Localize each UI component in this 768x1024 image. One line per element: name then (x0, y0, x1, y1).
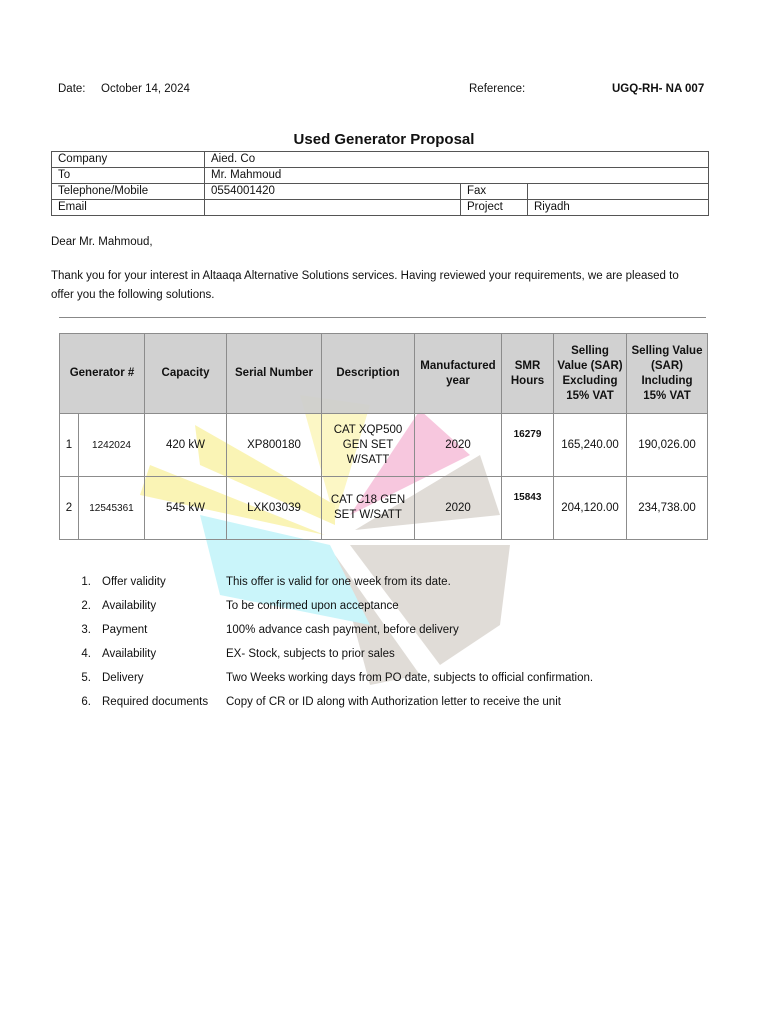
serial-number: LXK03039 (227, 477, 322, 540)
document-header (0, 83, 768, 99)
description: CAT XQP500 GEN SET W/SATT (322, 414, 415, 477)
term-text: Two Weeks working days from PO date, subjects to official confirmation. (226, 672, 594, 684)
price-excl-vat: 204,120.00 (554, 477, 627, 540)
term-text: EX- Stock, subjects to prior sales (226, 648, 395, 660)
row-number: 1 (60, 414, 79, 477)
fax-label: Fax (461, 184, 528, 200)
info-row-phone (52, 184, 709, 200)
table-row (60, 414, 708, 477)
price-incl-vat: 234,738.00 (627, 477, 708, 540)
to-value: Mr. Mahmoud (205, 168, 709, 184)
term-label: Delivery (102, 672, 144, 684)
phone-value: 0554001420 (205, 184, 461, 200)
generator-table (59, 333, 708, 540)
customer-info-table (51, 151, 709, 216)
col-header-smr: SMR Hours (502, 334, 554, 414)
col-header-capacity: Capacity (145, 334, 227, 414)
price-excl-vat: 165,240.00 (554, 414, 627, 477)
term-number: 1. (81, 576, 91, 588)
term-text: This offer is valid for one week from its date. (226, 576, 451, 588)
capacity: 420 kW (145, 414, 227, 477)
divider (59, 317, 706, 318)
company-label: Company (52, 152, 205, 168)
company-value: Aied. Co (205, 152, 709, 168)
term-text: 100% advance cash payment, before delivery (226, 624, 459, 636)
col-header-serial: Serial Number (227, 334, 322, 414)
term-text: To be confirmed upon acceptance (226, 600, 399, 612)
description: CAT C18 GEN SET W/SATT (322, 477, 415, 540)
term-number: 5. (81, 672, 91, 684)
greeting: Dear Mr. Mahmoud, (51, 236, 153, 248)
col-header-generator: Generator # (60, 334, 145, 414)
term-label: Required documents (102, 696, 209, 708)
smr-hours: 16279 (502, 414, 554, 477)
term-number: 2. (81, 600, 91, 612)
term-label: Offer validity (102, 576, 166, 588)
table-row (60, 477, 708, 540)
email-value (205, 200, 461, 216)
term-number: 3. (81, 624, 91, 636)
email-label: Email (52, 200, 205, 216)
term-number: 6. (81, 696, 91, 708)
date-value: October 14, 2024 (101, 83, 190, 95)
manufactured-year: 2020 (415, 414, 502, 477)
reference-label: Reference: (469, 83, 526, 95)
row-number: 2 (60, 477, 79, 540)
date-label: Date: (58, 83, 86, 95)
fax-value (528, 184, 709, 200)
project-label: Project (461, 200, 528, 216)
document-title: Used Generator Proposal (293, 131, 475, 148)
term-label: Availability (102, 648, 157, 660)
info-row-to (52, 168, 709, 184)
term-label: Availability (102, 600, 157, 612)
capacity: 545 kW (145, 477, 227, 540)
info-row-company (52, 152, 709, 168)
table-header-row (60, 334, 708, 414)
reference-value: UGQ-RH- NA 007 (612, 83, 705, 95)
project-value: Riyadh (528, 200, 709, 216)
phone-label: Telephone/Mobile (52, 184, 205, 200)
serial-number: XP800180 (227, 414, 322, 477)
to-label: To (52, 168, 205, 184)
price-incl-vat: 190,026.00 (627, 414, 708, 477)
col-header-excl-vat: Selling Value (SAR) Excluding 15% VAT (554, 334, 627, 414)
generator-number: 1242024 (79, 414, 145, 477)
term-number: 4. (81, 648, 91, 660)
term-text: Copy of CR or ID along with Authorization letter to receive the unit (226, 696, 561, 708)
col-header-manufactured: Manufactured year (415, 334, 502, 414)
generator-number: 12545361 (79, 477, 145, 540)
intro-paragraph: Thank you for your interest in Altaaqa Alternative Solutions services. Having reviewed your requirements, we are pleased to offer you the following solutions. (51, 270, 679, 301)
col-header-description: Description (322, 334, 415, 414)
smr-hours: 15843 (502, 477, 554, 540)
col-header-incl-vat: Selling Value (SAR) Including 15% VAT (627, 334, 708, 414)
manufactured-year: 2020 (415, 477, 502, 540)
term-label: Payment (102, 624, 148, 636)
info-row-email (52, 200, 709, 216)
